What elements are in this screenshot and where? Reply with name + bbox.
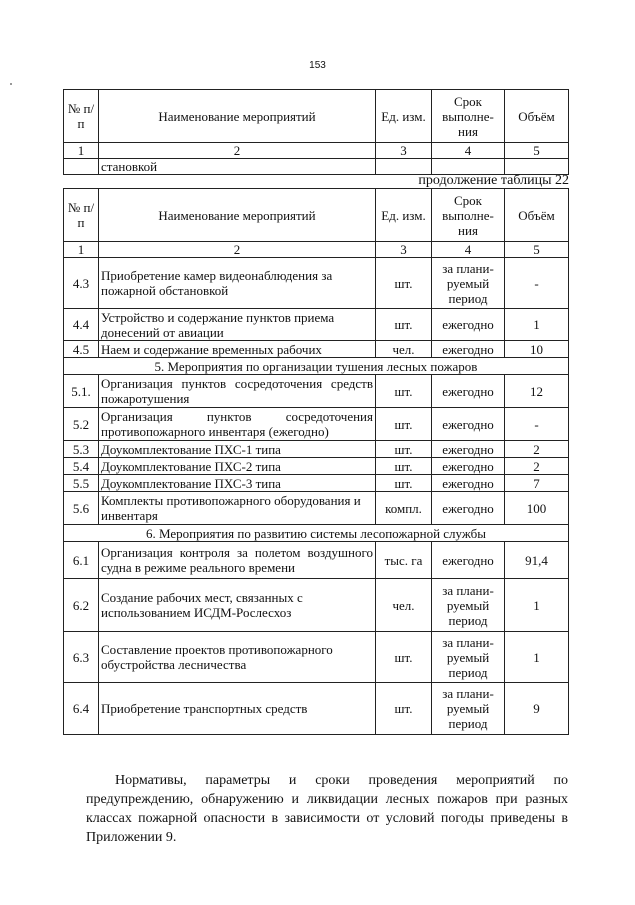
cell-unit: шт. (376, 632, 432, 683)
cell-name: Приобретение транспортных средств (99, 683, 376, 735)
cell-unit: шт. (376, 683, 432, 735)
cell-unit: шт. (376, 475, 432, 492)
cell-unit: шт. (376, 258, 432, 309)
table-row (64, 341, 569, 358)
cell-unit: шт. (376, 441, 432, 458)
cell-unit: компл. (376, 492, 432, 525)
cell-num: 4.4 (64, 309, 99, 341)
cell-name: становкой (99, 159, 376, 175)
cell-term: ежегодно (432, 408, 505, 441)
table-row (64, 475, 569, 492)
cell-term: ежегодно (432, 475, 505, 492)
cell-name: Комплекты противопожарного оборудования и инвентаря (99, 492, 376, 525)
cell-term: ежегодно (432, 441, 505, 458)
index-cell: 2 (99, 242, 376, 258)
cell-volume: - (505, 258, 569, 309)
table-row (64, 683, 569, 735)
cell-volume: 100 (505, 492, 569, 525)
header-row (64, 90, 569, 143)
cell-num: 6.3 (64, 632, 99, 683)
cell-name: Организация пунктов сосредоточения средств пожаротушения (99, 375, 376, 408)
cell-unit: шт. (376, 458, 432, 475)
cell-term: за плани-руемый период (432, 683, 505, 735)
header-term: Срок выполне-ния (432, 189, 505, 242)
cell-num: 5.6 (64, 492, 99, 525)
cell-volume: 7 (505, 475, 569, 492)
table-row (64, 408, 569, 441)
header-num: № п/п (64, 189, 99, 242)
cell-num: 6.2 (64, 579, 99, 632)
cell-unit: чел. (376, 341, 432, 358)
cell-num: 6.1 (64, 542, 99, 579)
table-row (64, 458, 569, 475)
header-unit: Ед. изм. (376, 90, 432, 143)
cell-num: 4.3 (64, 258, 99, 309)
cell-volume: 2 (505, 458, 569, 475)
scan-dot (10, 83, 12, 85)
table-row (64, 441, 569, 458)
table-row (64, 375, 569, 408)
index-cell: 1 (64, 242, 99, 258)
cell-num: 6.4 (64, 683, 99, 735)
table-row (64, 579, 569, 632)
cell-name: Наем и содержание временных рабочих (99, 341, 376, 358)
section-title: 6. Мероприятия по развитию системы лесопожарной службы (64, 525, 569, 542)
index-cell: 5 (505, 242, 569, 258)
cell-num: 5.3 (64, 441, 99, 458)
header-row (64, 189, 569, 242)
cell-term: за плани-руемый период (432, 579, 505, 632)
cell-term: ежегодно (432, 492, 505, 525)
cell-term: за плани-руемый период (432, 632, 505, 683)
cell-unit: чел. (376, 579, 432, 632)
header-unit: Ед. изм. (376, 189, 432, 242)
cell-name: Доукомплектование ПХС-2 типа (99, 458, 376, 475)
cell-volume: 1 (505, 309, 569, 341)
cell-num: 5.2 (64, 408, 99, 441)
section-row (64, 358, 569, 375)
cell-term: за плани-руемый период (432, 258, 505, 309)
index-cell: 2 (99, 143, 376, 159)
section-title: 5. Мероприятия по организации тушения лесных пожаров (64, 358, 569, 375)
cell-term: ежегодно (432, 542, 505, 579)
cell-volume: 1 (505, 579, 569, 632)
table-row (64, 492, 569, 525)
index-cell: 3 (376, 143, 432, 159)
cell-term: ежегодно (432, 341, 505, 358)
cell-unit: шт. (376, 408, 432, 441)
cell-unit: шт. (376, 309, 432, 341)
continuation-label: продолжение таблицы 22 (418, 173, 569, 188)
cell-num: 5.1. (64, 375, 99, 408)
cell-volume: 2 (505, 441, 569, 458)
cell-term: ежегодно (432, 458, 505, 475)
header-num: № п/п (64, 90, 99, 143)
cell-name: Создание рабочих мест, связанных с использованием ИСДМ-Рослесхоз (99, 579, 376, 632)
cell-volume: 12 (505, 375, 569, 408)
table-main (63, 188, 569, 735)
cell-num: 4.5 (64, 341, 99, 358)
index-cell: 4 (432, 143, 505, 159)
cell-num: 5.4 (64, 458, 99, 475)
cell-volume: 1 (505, 632, 569, 683)
header-name: Наименование мероприятий (99, 90, 376, 143)
header-term: Срок выполне-ния (432, 90, 505, 143)
index-cell: 1 (64, 143, 99, 159)
header-name: Наименование мероприятий (99, 189, 376, 242)
cell-volume: 9 (505, 683, 569, 735)
table-row (64, 258, 569, 309)
header-volume: Объём (505, 90, 569, 143)
cell-unit: шт. (376, 375, 432, 408)
cell-volume: 10 (505, 341, 569, 358)
cell-unit: тыс. га (376, 542, 432, 579)
cell-name: Организация пунктов сосредоточения противопожарного инвентаря (ежегодно) (99, 408, 376, 441)
cell-num (64, 159, 99, 175)
table-row (64, 632, 569, 683)
header-volume: Объём (505, 189, 569, 242)
index-cell: 4 (432, 242, 505, 258)
cell-name: Доукомплектование ПХС-1 типа (99, 441, 376, 458)
cell-name: Устройство и содержание пунктов приема донесений от авиации (99, 309, 376, 341)
cell-num: 5.5 (64, 475, 99, 492)
index-row (64, 143, 569, 159)
index-cell: 5 (505, 143, 569, 159)
cell-volume: 91,4 (505, 542, 569, 579)
cell-name: Доукомплектование ПХС-3 типа (99, 475, 376, 492)
body-paragraph: Нормативы, параметры и сроки проведения мероприятий по предупреждению, обнаружению и ликвидации лесных пожаров при разных классах пожарной опасности в зависимости от условий погоды приведены в Приложении 9. (86, 773, 568, 845)
cell-volume: - (505, 408, 569, 441)
cell-name: Приобретение камер видеонаблюдения за пожарной обстановкой (99, 258, 376, 309)
page-number: 153 (309, 60, 326, 71)
table-top (63, 89, 569, 175)
cell-term: ежегодно (432, 375, 505, 408)
table-row (64, 309, 569, 341)
index-cell: 3 (376, 242, 432, 258)
table-row (64, 542, 569, 579)
cell-name: Организация контроля за полетом воздушного судна в режиме реального времени (99, 542, 376, 579)
cell-term: ежегодно (432, 309, 505, 341)
section-row (64, 525, 569, 542)
cell-name: Составление проектов противопожарного обустройства лесничества (99, 632, 376, 683)
index-row (64, 242, 569, 258)
